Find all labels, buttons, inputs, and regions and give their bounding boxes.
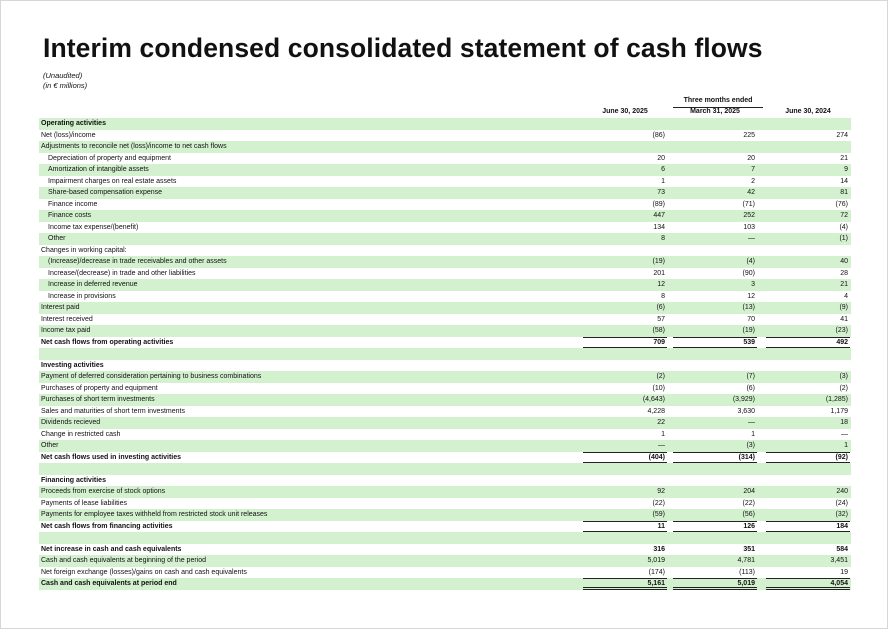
- value-cell: 41: [840, 315, 848, 323]
- value-cell: 492: [766, 337, 850, 349]
- table-row: [39, 130, 851, 142]
- value-cell: 5,019: [647, 557, 665, 564]
- table-row: [39, 440, 851, 452]
- table-row: [39, 233, 851, 245]
- row-label: Finance income: [48, 200, 98, 208]
- value-cell: (32): [835, 511, 848, 518]
- row-label: Purchases of property and equipment: [41, 384, 158, 392]
- table-row: [39, 417, 851, 429]
- value-cell: (58): [652, 327, 665, 334]
- table-row: [39, 383, 851, 395]
- value-cell: (13): [742, 304, 755, 311]
- value-cell: 6: [661, 166, 665, 173]
- value-cell: (71): [742, 200, 755, 208]
- value-cell: (4): [839, 223, 848, 231]
- page-title: Interim condensed consolidated statement of cash flows: [43, 33, 763, 63]
- value-cell: 134: [653, 223, 665, 231]
- row-label: Interest received: [41, 315, 93, 323]
- table-row: [39, 222, 851, 234]
- table-row: [39, 302, 851, 314]
- row-label: Depreciation of property and equipment: [48, 154, 171, 162]
- value-cell: (174): [648, 568, 665, 576]
- value-cell: (19): [652, 258, 665, 265]
- table-row: [39, 164, 851, 176]
- value-cell: (1,285): [825, 396, 848, 403]
- value-cell: 5,019: [673, 578, 757, 590]
- value-cell: 14: [840, 177, 848, 185]
- column-header-jun-2025: June 30, 2025: [602, 108, 648, 115]
- row-label: Investing activities: [41, 361, 104, 369]
- table-row: [39, 291, 851, 303]
- row-label: Income tax expense/(benefit): [48, 223, 139, 231]
- value-cell: 240: [836, 488, 848, 495]
- row-label: Net foreign exchange (losses)/gains on cash and cash equivalents: [41, 568, 247, 576]
- row-label: Net (loss)/income: [41, 131, 96, 139]
- value-cell: (3): [746, 442, 755, 449]
- value-cell: 8: [661, 235, 665, 242]
- table-row: [39, 394, 851, 406]
- value-cell: (76): [835, 200, 848, 208]
- row-label: Net cash flows from financing activities: [41, 522, 173, 530]
- value-cell: —: [748, 419, 755, 426]
- table-row: [39, 555, 851, 567]
- value-cell: —: [658, 442, 665, 449]
- value-cell: 225: [743, 131, 755, 139]
- row-label: Proceeds from exercise of stock options: [41, 488, 166, 495]
- table-row: [39, 486, 851, 498]
- value-cell: 539: [673, 337, 757, 349]
- table-row: [39, 532, 851, 544]
- value-cell: 4,054: [766, 578, 850, 590]
- value-cell: 4,781: [737, 557, 755, 564]
- table-row: [39, 337, 851, 349]
- value-cell: 21: [840, 281, 848, 288]
- table-row: [39, 268, 851, 280]
- value-cell: 57: [657, 315, 665, 323]
- value-cell: 201: [653, 269, 665, 277]
- table-row: [39, 325, 851, 337]
- table-row: [39, 118, 851, 130]
- value-cell: 3: [751, 281, 755, 288]
- value-cell: (1): [839, 235, 848, 242]
- row-label: Finance costs: [48, 212, 92, 219]
- value-cell: 19: [840, 568, 848, 576]
- value-cell: (10): [652, 384, 665, 392]
- value-cell: (24): [835, 499, 848, 507]
- row-label: Adjustments to reconcile net (loss)/income to net cash flows: [41, 143, 227, 150]
- table-row: [39, 406, 851, 418]
- row-label: Operating activities: [41, 120, 106, 127]
- row-label: Impairment charges on real estate assets: [48, 177, 177, 185]
- table-row: [39, 475, 851, 487]
- unaudited-note: (Unaudited): [43, 71, 83, 80]
- value-cell: (4,643): [642, 396, 665, 403]
- row-label: Purchases of short term investments: [41, 396, 155, 403]
- value-cell: 12: [747, 292, 755, 300]
- row-label: Net cash flows from operating activities: [41, 338, 174, 346]
- value-cell: 316: [653, 545, 665, 553]
- value-cell: (92): [766, 452, 850, 464]
- value-cell: 351: [743, 545, 755, 553]
- table-row: [39, 348, 851, 360]
- row-label: Increase in deferred revenue: [48, 281, 138, 288]
- table-row: [39, 521, 851, 533]
- value-cell: 81: [840, 189, 848, 196]
- row-label: Share-based compensation expense: [48, 189, 163, 196]
- table-row: [39, 279, 851, 291]
- value-cell: 126: [673, 521, 757, 533]
- value-cell: (2): [839, 384, 848, 392]
- value-cell: 584: [836, 545, 848, 553]
- table-row: [39, 153, 851, 165]
- row-label: Financing activities: [41, 476, 106, 484]
- value-cell: (23): [835, 327, 848, 334]
- value-cell: 28: [840, 269, 848, 277]
- table-row: [39, 314, 851, 326]
- value-cell: (113): [739, 568, 755, 576]
- table-row: [39, 498, 851, 510]
- value-cell: (7): [746, 373, 755, 380]
- table-row: [39, 452, 851, 464]
- row-label: Increase in provisions: [48, 292, 116, 300]
- table-row: [39, 371, 851, 383]
- table-row: [39, 210, 851, 222]
- row-label: Payment of deferred consideration pertaining to business combinations: [41, 373, 262, 380]
- value-cell: 1: [661, 430, 665, 438]
- value-cell: 9: [844, 166, 848, 173]
- value-cell: (89): [652, 200, 665, 208]
- table-row: [39, 360, 851, 372]
- value-cell: 3,630: [737, 407, 755, 415]
- table-row: [39, 199, 851, 211]
- row-label: Sales and maturities of short term investments: [41, 407, 185, 415]
- value-cell: 1: [661, 177, 665, 185]
- table-row: [39, 567, 851, 579]
- row-label: Amortization of intangible assets: [48, 166, 149, 173]
- value-cell: —: [748, 235, 755, 242]
- value-cell: —: [841, 430, 848, 438]
- table-row: [39, 141, 851, 153]
- row-label: Dividends recieved: [41, 419, 101, 426]
- row-label: Payments of lease liabilities: [41, 499, 127, 507]
- value-cell: 8: [661, 292, 665, 300]
- column-header-mar-2025: March 31, 2025: [690, 108, 740, 115]
- table-row: [39, 256, 851, 268]
- row-label: Payments for employee taxes withheld from restricted stock unit releases: [41, 511, 268, 518]
- value-cell: 4: [844, 292, 848, 300]
- value-cell: 22: [657, 419, 665, 426]
- value-cell: 18: [840, 419, 848, 426]
- row-label: Change in restricted cash: [41, 430, 121, 438]
- value-cell: 274: [836, 131, 848, 139]
- value-cell: 20: [657, 154, 665, 162]
- row-label: Income tax paid: [41, 327, 91, 334]
- table-row: [39, 176, 851, 188]
- value-cell: 20: [747, 154, 755, 162]
- value-cell: (9): [839, 304, 848, 311]
- column-header-jun-2024: June 30, 2024: [785, 108, 831, 115]
- value-cell: 204: [743, 488, 755, 495]
- value-cell: 5,161: [583, 578, 667, 590]
- value-cell: 1: [844, 442, 848, 449]
- value-cell: 103: [743, 223, 755, 231]
- value-cell: 2: [751, 177, 755, 185]
- value-cell: 3,451: [830, 557, 848, 564]
- row-label: (Increase)/decrease in trade receivables and other assets: [48, 258, 227, 265]
- row-label: Cash and cash equivalents at period end: [41, 580, 177, 587]
- table-row: [39, 187, 851, 199]
- table-row: [39, 544, 851, 556]
- value-cell: 709: [583, 337, 667, 349]
- value-cell: (90): [742, 269, 755, 277]
- value-cell: (6): [746, 384, 755, 392]
- table-row: [39, 509, 851, 521]
- value-cell: 184: [766, 521, 850, 533]
- value-cell: (22): [742, 499, 755, 507]
- value-cell: 1,179: [830, 407, 848, 415]
- period-group-header: Three months ended: [683, 97, 753, 104]
- table-row: [39, 463, 851, 475]
- row-label: Other: [41, 442, 59, 449]
- value-cell: (56): [742, 511, 755, 518]
- row-label: Net cash flows used in investing activities: [41, 453, 182, 461]
- value-cell: 21: [840, 154, 848, 162]
- value-cell: 40: [840, 258, 848, 265]
- value-cell: 252: [743, 212, 755, 219]
- currency-note: (in € millions): [43, 81, 88, 90]
- value-cell: 73: [657, 189, 665, 196]
- value-cell: 92: [657, 488, 665, 495]
- value-cell: 447: [653, 212, 665, 219]
- value-cell: (86): [652, 131, 665, 139]
- value-cell: (19): [742, 327, 755, 334]
- value-cell: (314): [673, 452, 757, 464]
- cash-flow-table: [39, 118, 851, 590]
- table-row: [39, 429, 851, 441]
- value-cell: 70: [747, 315, 755, 323]
- row-label: Net increase in cash and cash equivalents: [41, 545, 182, 553]
- table-row: [39, 245, 851, 257]
- row-label: Other: [48, 235, 66, 242]
- value-cell: (3,929): [732, 396, 755, 403]
- value-cell: (3): [839, 373, 848, 380]
- row-label: Cash and cash equivalents at beginning of the period: [41, 557, 207, 564]
- row-label: Increase/(decrease) in trade and other liabilities: [48, 269, 196, 277]
- value-cell: 11: [583, 521, 667, 533]
- value-cell: (6): [656, 304, 665, 311]
- value-cell: 42: [747, 189, 755, 196]
- value-cell: 1: [751, 430, 755, 438]
- value-cell: (4): [746, 258, 755, 265]
- table-row: [39, 578, 851, 590]
- row-label: Changes in working capital:: [41, 246, 127, 254]
- value-cell: (59): [652, 511, 665, 518]
- row-label: Interest paid: [41, 304, 80, 311]
- value-cell: (22): [652, 499, 665, 507]
- value-cell: (404): [583, 452, 667, 464]
- value-cell: 4,228: [647, 407, 665, 415]
- value-cell: (2): [656, 373, 665, 380]
- value-cell: 7: [751, 166, 755, 173]
- value-cell: 72: [840, 212, 848, 219]
- value-cell: 12: [657, 281, 665, 288]
